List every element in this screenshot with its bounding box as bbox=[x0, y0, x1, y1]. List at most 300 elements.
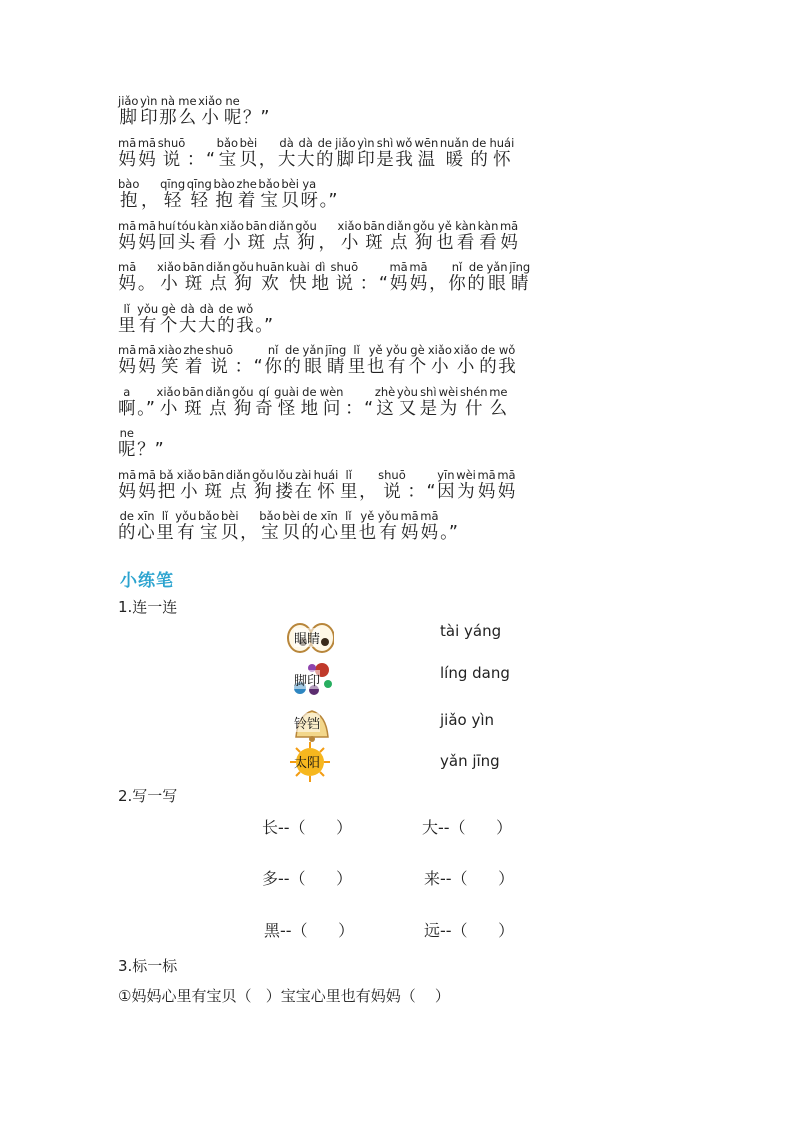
hanzi: 狗 bbox=[412, 232, 435, 253]
pinyin: xiǎo bbox=[176, 467, 201, 482]
picture-label: 铃铛 bbox=[294, 713, 320, 732]
section-title: 小练笔 bbox=[120, 571, 174, 591]
pinyin: yīn bbox=[437, 467, 455, 482]
hanzi-with-pinyin bbox=[489, 384, 508, 419]
passage-line bbox=[118, 179, 678, 221]
hanzi: 小 bbox=[427, 357, 452, 377]
hanzi-with-pinyin bbox=[459, 384, 488, 419]
hanzi: 我 bbox=[498, 357, 516, 377]
pinyin: mā bbox=[137, 343, 157, 357]
passage-line bbox=[118, 384, 678, 429]
pinyin: bǎo bbox=[258, 177, 280, 191]
hanzi: 我 bbox=[236, 315, 254, 336]
picture-label: 太阳 bbox=[294, 756, 321, 771]
picture-label: 脚印 bbox=[294, 670, 320, 689]
pinyin: shén bbox=[459, 384, 488, 399]
pinyin: xiǎo bbox=[427, 343, 452, 357]
hanzi: 么 bbox=[178, 108, 197, 128]
hanzi-with-pinyin bbox=[137, 135, 157, 170]
hanzi: 贝 bbox=[239, 149, 258, 170]
hanzi-with-pinyin bbox=[213, 177, 235, 211]
hanzi: 看 bbox=[197, 232, 219, 253]
hanzi: 有 bbox=[175, 523, 197, 543]
hanzi-with-pinyin bbox=[156, 384, 181, 419]
hanzi-with-pinyin bbox=[252, 467, 274, 502]
pinyin: lǒu bbox=[275, 467, 293, 482]
hanzi-with-pinyin bbox=[374, 384, 396, 419]
hanzi-with-pinyin bbox=[386, 343, 408, 377]
hanzi: 怪 bbox=[274, 398, 300, 419]
hanzi-with-pinyin bbox=[363, 218, 385, 253]
hanzi: 里 bbox=[339, 523, 358, 543]
hanzi: 有 bbox=[137, 315, 159, 336]
hanzi-with-pinyin bbox=[118, 260, 137, 294]
hanzi: 点 bbox=[268, 232, 294, 253]
hanzi: ， bbox=[140, 191, 159, 211]
hanzi: 的 bbox=[316, 149, 334, 170]
pinyin: bǎo bbox=[216, 135, 239, 150]
hanzi: 呀 bbox=[300, 191, 319, 211]
hanzi-with-pinyin bbox=[156, 509, 174, 543]
hanzi-with-pinyin bbox=[159, 301, 178, 336]
pinyin: wǒ bbox=[395, 135, 413, 150]
hanzi-with-pinyin bbox=[360, 274, 378, 294]
match-row bbox=[280, 660, 560, 702]
pinyin: kàn bbox=[455, 218, 476, 233]
pinyin: jiǎo bbox=[335, 135, 356, 150]
hanzi-with-pinyin bbox=[364, 399, 373, 419]
hanzi-with-pinyin bbox=[160, 177, 186, 211]
hanzi-with-pinyin bbox=[300, 177, 319, 211]
pinyin: lǐ bbox=[118, 301, 136, 316]
hanzi: 头 bbox=[177, 232, 196, 253]
hanzi: ： bbox=[186, 149, 205, 170]
hanzi: ？” bbox=[242, 108, 270, 128]
hanzi-with-pinyin bbox=[159, 94, 177, 128]
hanzi-with-pinyin bbox=[311, 260, 329, 294]
hanzi-with-pinyin bbox=[186, 177, 212, 211]
pinyin: yǎn bbox=[302, 343, 324, 357]
hanzi: 小 bbox=[337, 232, 362, 253]
hanzi-with-pinyin bbox=[255, 316, 273, 336]
question-3-title: 3.标一标 bbox=[118, 957, 178, 975]
passage-line bbox=[118, 511, 678, 553]
hanzi-with-pinyin bbox=[176, 467, 201, 502]
pinyin: shuō bbox=[378, 467, 406, 482]
pinyin: mā bbox=[400, 509, 419, 523]
hanzi: 妈 bbox=[118, 357, 137, 377]
pinyin: gè bbox=[408, 343, 427, 357]
pinyin: lǐ bbox=[156, 509, 174, 523]
hanzi-with-pinyin bbox=[316, 135, 334, 170]
pinyin: xiǎo bbox=[156, 260, 182, 274]
pinyin: huí bbox=[157, 218, 176, 233]
hanzi-with-pinyin bbox=[197, 218, 219, 253]
hanzi: 妈 bbox=[118, 274, 137, 294]
pinyin: wèi bbox=[438, 384, 459, 399]
hanzi: 么 bbox=[489, 398, 508, 419]
hanzi: 妈 bbox=[499, 232, 519, 253]
pinyin: dà bbox=[296, 135, 315, 150]
hanzi-with-pinyin bbox=[330, 260, 359, 294]
pinyin: me bbox=[178, 94, 197, 108]
hanzi: 点 bbox=[205, 398, 231, 419]
hanzi: 妈 bbox=[389, 274, 408, 294]
pinyin: jiǎo bbox=[118, 94, 139, 108]
pinyin: bèi bbox=[220, 509, 239, 523]
hanzi-with-pinyin bbox=[400, 509, 419, 543]
hanzi: 。” bbox=[255, 315, 274, 336]
hanzi-with-pinyin bbox=[320, 191, 338, 211]
pinyin: shuō bbox=[205, 343, 233, 357]
hanzi: 里 bbox=[118, 315, 136, 336]
hanzi: 宝 bbox=[198, 523, 220, 543]
hanzi-with-pinyin bbox=[259, 509, 281, 543]
hanzi: 宝 bbox=[259, 523, 281, 543]
pinyin: bān bbox=[245, 218, 268, 233]
hanzi: 个 bbox=[159, 315, 178, 336]
pinyin: xiǎo bbox=[337, 218, 362, 233]
hanzi-with-pinyin bbox=[301, 509, 319, 543]
hanzi-with-pinyin bbox=[157, 467, 176, 502]
hanzi: 怀 bbox=[313, 481, 339, 502]
hanzi-with-pinyin bbox=[220, 509, 239, 543]
hanzi-with-pinyin bbox=[205, 343, 233, 377]
hanzi-with-pinyin bbox=[497, 467, 516, 502]
pinyin: yǒu bbox=[386, 343, 408, 357]
hanzi: 的 bbox=[470, 149, 488, 170]
hanzi: 斑 bbox=[363, 232, 385, 253]
hanzi-with-pinyin bbox=[302, 343, 324, 377]
hanzi: 大 bbox=[198, 315, 216, 336]
hanzi: ： bbox=[407, 481, 425, 502]
pinyin: bǎo bbox=[198, 509, 220, 523]
passage-line bbox=[118, 301, 678, 346]
hanzi: 。” bbox=[319, 191, 338, 211]
hanzi: 斑 bbox=[182, 274, 205, 294]
hanzi: “ bbox=[205, 149, 216, 170]
question-1-title: 1.连一连 bbox=[118, 598, 178, 616]
hanzi-with-pinyin bbox=[156, 260, 182, 294]
hanzi: 妈 bbox=[400, 523, 419, 543]
pinyin: bān bbox=[202, 467, 225, 482]
pinyin: shì bbox=[376, 135, 394, 150]
write-blank-item[interactable]: 长--（ ） bbox=[262, 818, 353, 837]
pinyin: bèi bbox=[239, 135, 258, 150]
pinyin: qīng bbox=[186, 177, 212, 191]
pinyin: gè bbox=[159, 301, 178, 316]
pinyin: gǒu bbox=[231, 384, 254, 399]
hanzi: 印 bbox=[140, 108, 158, 128]
pinyin: bān bbox=[182, 260, 205, 274]
pinyin: mā bbox=[137, 218, 157, 233]
pinyin: wǒ bbox=[498, 343, 516, 357]
hanzi: 。 bbox=[137, 274, 156, 294]
hanzi-with-pinyin bbox=[347, 343, 366, 377]
hanzi: 温 bbox=[414, 149, 439, 170]
pinyin: gǒu bbox=[232, 260, 254, 274]
hanzi: 是 bbox=[419, 398, 438, 419]
hanzi: 地 bbox=[311, 274, 329, 294]
hanzi-with-pinyin bbox=[376, 135, 394, 170]
hanzi: 轻 bbox=[186, 191, 212, 211]
hanzi-with-pinyin bbox=[235, 357, 253, 377]
hanzi-with-pinyin bbox=[118, 384, 136, 419]
passage-line bbox=[118, 218, 678, 263]
hanzi-with-pinyin bbox=[178, 94, 197, 128]
hanzi: 为 bbox=[438, 398, 459, 419]
pinyin: lǐ bbox=[339, 467, 358, 482]
hanzi-with-pinyin bbox=[137, 399, 155, 419]
hanzi-with-pinyin bbox=[258, 177, 280, 211]
hanzi: 脚 bbox=[118, 108, 139, 128]
pinyin: mā bbox=[499, 218, 519, 233]
pinyin: yě bbox=[436, 218, 454, 233]
pinyin: gǒu bbox=[295, 218, 317, 233]
pinyin: yǎn bbox=[486, 260, 508, 274]
write-blank-item[interactable]: 远--（ ） bbox=[424, 921, 515, 940]
pinyin: ne bbox=[223, 94, 242, 108]
hanzi: 宝 bbox=[258, 191, 280, 211]
hanzi-with-pinyin bbox=[479, 343, 497, 377]
hanzi-with-pinyin bbox=[453, 343, 478, 377]
hanzi: 小 bbox=[198, 108, 223, 128]
hanzi-with-pinyin bbox=[470, 135, 488, 170]
hanzi: ？” bbox=[137, 440, 164, 460]
pinyin: dà bbox=[198, 301, 216, 316]
hanzi-with-pinyin bbox=[409, 260, 428, 294]
hanzi: 狗 bbox=[231, 398, 254, 419]
hanzi-with-pinyin bbox=[118, 343, 137, 377]
hanzi-with-pinyin bbox=[456, 467, 476, 502]
hanzi-with-pinyin bbox=[137, 509, 155, 543]
write-blank-item[interactable]: 多--（ ） bbox=[262, 869, 353, 888]
hanzi-with-pinyin bbox=[337, 218, 362, 253]
pinyin: shì bbox=[419, 384, 438, 399]
hanzi: ： bbox=[345, 398, 363, 419]
hanzi: 妈 bbox=[137, 481, 157, 502]
pinyin: kuài bbox=[286, 260, 310, 274]
hanzi: 看 bbox=[477, 232, 499, 253]
hanzi-with-pinyin bbox=[183, 343, 204, 377]
hanzi-with-pinyin bbox=[379, 274, 388, 294]
pinyin: de bbox=[217, 301, 235, 316]
hanzi-with-pinyin bbox=[198, 94, 223, 128]
hanzi-with-pinyin bbox=[138, 274, 156, 294]
hanzi: 的 bbox=[118, 523, 136, 543]
hanzi: 呢 bbox=[223, 108, 242, 128]
hanzi: 狗 bbox=[232, 274, 254, 294]
hanzi-with-pinyin bbox=[426, 482, 435, 502]
pinyin: a bbox=[118, 384, 136, 399]
pinyin: de bbox=[300, 384, 319, 399]
pinyin: de bbox=[301, 509, 319, 523]
passage-line bbox=[118, 428, 678, 470]
hanzi: 什 bbox=[459, 398, 488, 419]
pinyin: yǒu bbox=[377, 509, 399, 523]
hanzi-with-pinyin bbox=[498, 343, 516, 377]
hanzi-with-pinyin bbox=[359, 482, 377, 502]
hanzi-with-pinyin bbox=[137, 301, 159, 336]
hanzi-with-pinyin bbox=[313, 467, 339, 502]
hanzi-with-pinyin bbox=[254, 357, 263, 377]
hanzi-with-pinyin bbox=[294, 467, 312, 502]
passage-line bbox=[118, 262, 678, 304]
hanzi-with-pinyin bbox=[386, 218, 412, 253]
pinyin: mā bbox=[137, 135, 157, 150]
hanzi-with-pinyin bbox=[467, 260, 485, 294]
hanzi-with-pinyin bbox=[182, 384, 204, 419]
passage-line bbox=[118, 135, 678, 180]
hanzi: 妈 bbox=[137, 149, 157, 170]
hanzi-with-pinyin bbox=[239, 135, 258, 170]
hanzi-with-pinyin bbox=[198, 301, 216, 336]
hanzi-with-pinyin bbox=[335, 135, 356, 170]
pinyin: de bbox=[118, 509, 136, 523]
hanzi: 小 bbox=[156, 398, 181, 419]
hanzi-with-pinyin bbox=[357, 135, 375, 170]
hanzi-with-pinyin bbox=[118, 509, 136, 543]
hanzi: 着 bbox=[183, 357, 204, 377]
hanzi: 眼 bbox=[302, 357, 324, 377]
write-blank-item[interactable]: 黑--（ ） bbox=[264, 921, 355, 940]
hanzi-with-pinyin bbox=[377, 509, 399, 543]
hanzi-with-pinyin bbox=[231, 384, 254, 419]
pinyin: lǐ bbox=[347, 343, 366, 357]
hanzi: 啊 bbox=[118, 398, 136, 419]
hanzi-with-pinyin bbox=[157, 218, 176, 253]
pinyin: yě bbox=[366, 343, 385, 357]
pinyin: huái bbox=[313, 467, 339, 482]
pinyin: diǎn bbox=[205, 260, 231, 274]
hanzi: 里 bbox=[339, 481, 358, 502]
pinyin: wēn bbox=[414, 135, 439, 150]
pinyin: diǎn bbox=[268, 218, 294, 233]
hanzi: 看 bbox=[455, 232, 476, 253]
pinyin: yòu bbox=[396, 384, 418, 399]
write-blank-item[interactable]: 来--（ ） bbox=[424, 869, 515, 888]
hanzi: ， bbox=[240, 523, 258, 543]
pinyin: shuō bbox=[330, 260, 359, 274]
hanzi-with-pinyin bbox=[157, 135, 186, 170]
hanzi: 暖 bbox=[439, 149, 469, 170]
write-blank-item[interactable]: 大--（ ） bbox=[422, 818, 513, 837]
hanzi-with-pinyin bbox=[223, 94, 242, 128]
hanzi-with-pinyin bbox=[396, 384, 418, 419]
hanzi-with-pinyin bbox=[318, 233, 336, 253]
match-row bbox=[280, 618, 560, 660]
hanzi: 印 bbox=[357, 149, 375, 170]
hanzi-with-pinyin bbox=[407, 482, 425, 502]
pinyin: bèi bbox=[282, 509, 300, 523]
hanzi-with-pinyin bbox=[157, 343, 182, 377]
hanzi-with-pinyin bbox=[141, 191, 159, 211]
hanzi: 妈 bbox=[137, 232, 157, 253]
pinyin: de bbox=[283, 343, 301, 357]
pinyin: huān bbox=[255, 260, 285, 274]
hanzi-with-pinyin bbox=[345, 399, 363, 419]
match-row bbox=[280, 703, 560, 745]
hanzi: 也 bbox=[366, 357, 385, 377]
hanzi-with-pinyin bbox=[277, 135, 296, 170]
hanzi: 是 bbox=[376, 149, 394, 170]
hanzi: 贝 bbox=[281, 191, 299, 211]
pinyin: yìn bbox=[357, 135, 375, 150]
pinyin: bān bbox=[182, 384, 204, 399]
hanzi-with-pinyin bbox=[455, 218, 476, 253]
hanzi-with-pinyin bbox=[436, 218, 454, 253]
pinyin: shuō bbox=[157, 135, 186, 150]
pinyin: nà bbox=[159, 94, 177, 108]
hanzi-with-pinyin bbox=[339, 509, 358, 543]
hanzi: 这 bbox=[374, 398, 396, 419]
hanzi: 的 bbox=[217, 315, 235, 336]
hanzi: 那 bbox=[159, 108, 177, 128]
hanzi: 怀 bbox=[489, 149, 515, 170]
hanzi: 妈 bbox=[420, 523, 439, 543]
hanzi-with-pinyin bbox=[202, 467, 225, 502]
pinyin: bào bbox=[118, 177, 140, 191]
pinyin: mā bbox=[497, 467, 516, 482]
pinyin: mā bbox=[118, 343, 137, 357]
pinyin: tóu bbox=[177, 218, 196, 233]
hanzi-with-pinyin bbox=[440, 523, 458, 543]
hanzi: 小 bbox=[156, 274, 182, 294]
hanzi: 说 bbox=[157, 149, 186, 170]
pinyin: zhè bbox=[374, 384, 396, 399]
hanzi: 小 bbox=[453, 357, 478, 377]
pinyin: qīng bbox=[160, 177, 186, 191]
hanzi: 心 bbox=[320, 523, 338, 543]
hanzi: 妈 bbox=[118, 149, 137, 170]
hanzi-with-pinyin bbox=[378, 467, 406, 502]
hanzi: 因 bbox=[437, 481, 455, 502]
hanzi: 狗 bbox=[295, 232, 317, 253]
picture-label: 眼睛 bbox=[294, 628, 320, 647]
hanzi-with-pinyin bbox=[118, 467, 137, 502]
hanzi: 的 bbox=[467, 274, 485, 294]
hanzi-with-pinyin bbox=[509, 260, 531, 294]
hanzi: 大 bbox=[296, 149, 315, 170]
hanzi: 抱 bbox=[213, 191, 235, 211]
hanzi-with-pinyin bbox=[358, 509, 377, 543]
hanzi-with-pinyin bbox=[437, 467, 455, 502]
hanzi: 。” bbox=[137, 398, 155, 419]
hanzi-with-pinyin bbox=[499, 218, 519, 253]
hanzi: 抱 bbox=[118, 191, 140, 211]
pinyin: bān bbox=[363, 218, 385, 233]
hanzi: 妈 bbox=[497, 481, 516, 502]
hanzi: 大 bbox=[178, 315, 197, 336]
hanzi-with-pinyin bbox=[118, 135, 137, 170]
hanzi: “ bbox=[378, 274, 388, 294]
pinyin: de bbox=[316, 135, 334, 150]
pinyin: mā bbox=[118, 135, 137, 150]
hanzi-with-pinyin bbox=[274, 384, 300, 419]
hanzi: 妈 bbox=[118, 481, 137, 502]
hanzi-with-pinyin bbox=[427, 343, 452, 377]
hanzi-with-pinyin bbox=[259, 150, 277, 170]
question-3-sentence[interactable]: ①妈妈心里有宝贝（ ）宝宝心里也有妈妈（ ） bbox=[118, 987, 450, 1005]
pinyin: ne bbox=[118, 426, 136, 440]
hanzi: ， bbox=[258, 149, 277, 170]
hanzi: ： bbox=[234, 357, 253, 377]
pinyin: jīng bbox=[325, 343, 347, 357]
pinyin: jīng bbox=[509, 260, 531, 274]
hanzi: 点 bbox=[386, 232, 412, 253]
hanzi: 妈 bbox=[477, 481, 496, 502]
hanzi-with-pinyin bbox=[264, 343, 282, 377]
